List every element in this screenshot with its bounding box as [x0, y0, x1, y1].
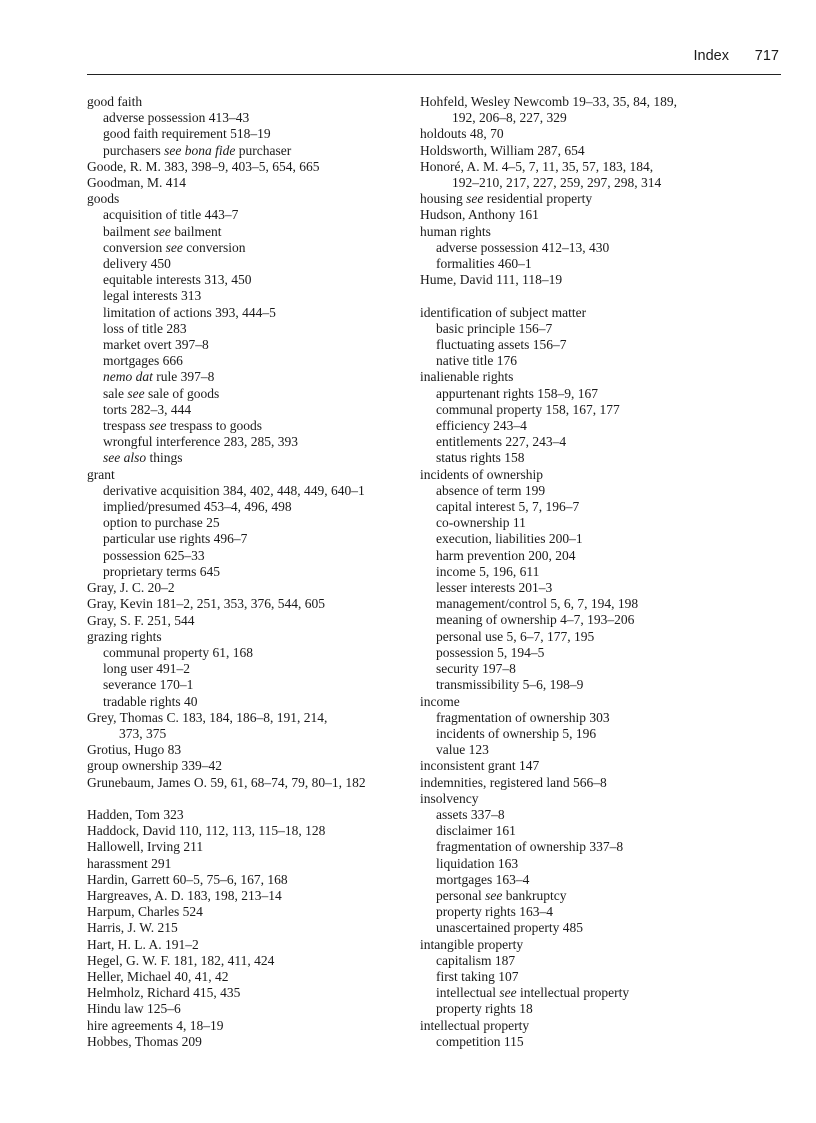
entry-text: trespass — [103, 418, 150, 434]
entry-text: Haddock, David 110, 112, 113, 115–18, 128 — [87, 823, 326, 839]
entry-text: indemnities, registered land 566–8 — [420, 774, 607, 790]
index-column-right — [420, 94, 740, 1050]
italic-text: see also — [103, 450, 147, 466]
index-subentry — [420, 953, 740, 969]
index-subentry — [420, 1001, 740, 1017]
entry-text: Hadden, Tom 323 — [87, 806, 184, 822]
index-subentry — [420, 353, 740, 369]
entry-text: execution, liabilities 200–1 — [436, 531, 583, 547]
entry-text: long user 491–2 — [103, 661, 190, 677]
index-subentry — [420, 904, 740, 920]
entry-text: first taking 107 — [436, 968, 519, 984]
index-subentry — [87, 272, 407, 288]
index-subentry — [87, 207, 407, 223]
entry-text: 373, 375 — [119, 725, 167, 741]
index-heading — [87, 888, 407, 904]
index-subentry — [87, 256, 407, 272]
entry-text: Goode, R. M. 383, 398–9, 403–5, 654, 665 — [87, 158, 320, 174]
entry-text: Hohfeld, Wesley Newcomb 19–33, 35, 84, 189, — [420, 94, 678, 109]
index-subentry — [87, 515, 407, 531]
entry-text: good faith — [87, 94, 143, 109]
entry-text: basic principle 156–7 — [436, 320, 553, 336]
index-heading — [87, 823, 407, 839]
entry-text: personal — [436, 887, 486, 903]
entry-text: absence of term 199 — [436, 482, 546, 498]
index-heading — [420, 191, 740, 207]
entry-text: value 123 — [436, 742, 489, 758]
entry-text: human rights — [420, 223, 491, 239]
entry-text: harassment 291 — [87, 855, 172, 871]
index-heading — [420, 937, 740, 953]
entry-text: mortgages 666 — [103, 353, 183, 369]
index-heading — [87, 742, 407, 758]
index-heading — [87, 937, 407, 953]
header-section-title: Index — [693, 48, 729, 64]
entry-text: Hume, David 111, 118–19 — [420, 272, 563, 288]
index-subentry — [420, 515, 740, 531]
entry-text: goods — [87, 191, 120, 207]
index-column-left — [87, 94, 407, 1050]
entry-text: implied/presumed 453–4, 496, 498 — [103, 499, 292, 515]
index-subentry — [420, 823, 740, 839]
entry-text: good faith requirement 518–19 — [103, 126, 271, 142]
index-heading — [420, 791, 740, 807]
entry-text: option to purchase 25 — [103, 515, 220, 531]
index-heading — [420, 305, 740, 321]
index-heading — [87, 613, 407, 629]
entry-text: capital interest 5, 7, 196–7 — [436, 499, 580, 515]
entry-text: Hardin, Garrett 60–5, 75–6, 167, 168 — [87, 871, 288, 887]
entry-text: Goodman, M. 414 — [87, 175, 186, 191]
index-continuation — [420, 110, 740, 126]
entry-text: trespass to goods — [166, 418, 262, 434]
entry-text: Honoré, A. M. 4–5, 7, 11, 35, 57, 183, 184, — [420, 158, 654, 174]
index-subentry — [87, 321, 407, 337]
index-subentry — [420, 677, 740, 693]
index-heading — [87, 953, 407, 969]
index-heading — [87, 159, 407, 175]
index-heading — [420, 126, 740, 142]
index-subentry — [420, 888, 740, 904]
italic-text: see — [499, 985, 517, 1001]
index-subentry — [87, 418, 407, 434]
entry-text: adverse possession 412–13, 430 — [436, 239, 610, 255]
entry-text: housing — [420, 191, 467, 207]
entry-text: co-ownership 11 — [436, 515, 526, 531]
index-subentry — [420, 580, 740, 596]
index-heading — [420, 143, 740, 159]
index-subentry — [420, 985, 740, 1001]
index-subentry — [420, 872, 740, 888]
entry-text: purchasers — [103, 142, 165, 158]
index-subentry — [420, 645, 740, 661]
entry-text: Hegel, G. W. F. 181, 182, 411, 424 — [87, 952, 275, 968]
entry-text: holdouts 48, 70 — [420, 126, 504, 142]
entry-text: intellectual property — [420, 1017, 530, 1033]
entry-text: loss of title 283 — [103, 320, 187, 336]
index-subentry — [87, 564, 407, 580]
index-subentry — [87, 531, 407, 547]
entry-text: Grotius, Hugo 83 — [87, 742, 182, 758]
entry-text: equitable interests 313, 450 — [103, 272, 252, 288]
entry-text: assets 337–8 — [436, 806, 505, 822]
entry-text: communal property 61, 168 — [103, 644, 253, 660]
entry-text: group ownership 339–42 — [87, 758, 222, 774]
index-heading — [420, 369, 740, 385]
index-subentry — [420, 418, 740, 434]
italic-text: see — [165, 239, 183, 255]
index-subentry — [87, 694, 407, 710]
entry-text: Grey, Thomas C. 183, 184, 186–8, 191, 214, — [87, 709, 328, 725]
entry-text: transmissibility 5–6, 198–9 — [436, 677, 584, 693]
index-heading — [420, 758, 740, 774]
entry-text: Helmholz, Richard 415, 435 — [87, 985, 241, 1001]
index-subentry — [87, 661, 407, 677]
index-heading — [87, 985, 407, 1001]
entry-text: inalienable rights — [420, 369, 514, 385]
index-heading — [87, 920, 407, 936]
entry-text: unascertained property 485 — [436, 920, 583, 936]
italic-text: see — [485, 887, 503, 903]
entry-text: Hudson, Anthony 161 — [420, 207, 539, 223]
italic-text: nemo dat — [103, 369, 153, 385]
entry-text: grazing rights — [87, 628, 162, 644]
entry-text: wrongful interference 283, 285, 393 — [103, 434, 298, 450]
index-heading — [87, 969, 407, 985]
entry-text: Harpum, Charles 524 — [87, 904, 203, 920]
entry-text: Gray, J. C. 20–2 — [87, 580, 175, 596]
entry-text: security 197–8 — [436, 661, 516, 677]
italic-text: see bona fide — [164, 142, 236, 158]
entry-text: incidents of ownership 5, 196 — [436, 725, 597, 741]
index-subentry — [87, 224, 407, 240]
section-gap — [420, 288, 740, 304]
index-heading — [87, 629, 407, 645]
entry-text: entitlements 227, 243–4 — [436, 434, 567, 450]
index-heading — [420, 467, 740, 483]
index-heading — [87, 1018, 407, 1034]
index-subentry — [87, 337, 407, 353]
index-heading — [87, 596, 407, 612]
entry-text: derivative acquisition 384, 402, 448, 449, 640–1 — [103, 482, 365, 498]
entry-text: native title 176 — [436, 353, 517, 369]
entry-text: Hargreaves, A. D. 183, 198, 213–14 — [87, 887, 282, 903]
index-heading — [87, 839, 407, 855]
index-heading — [87, 775, 407, 791]
entry-text: Heller, Michael 40, 41, 42 — [87, 968, 229, 984]
index-subentry — [420, 450, 740, 466]
entry-text: capitalism 187 — [436, 952, 516, 968]
entry-text: things — [146, 450, 183, 466]
entry-text: intangible property — [420, 936, 524, 952]
index-subentry — [420, 256, 740, 272]
entry-text: purchaser — [235, 142, 292, 158]
entry-text: 192–210, 217, 227, 259, 297, 298, 314 — [452, 175, 662, 191]
index-heading — [420, 224, 740, 240]
index-heading — [87, 904, 407, 920]
index-subentry — [87, 369, 407, 385]
index-subentry — [420, 726, 740, 742]
index-subentry — [420, 629, 740, 645]
entry-text: limitation of actions 393, 444–5 — [103, 304, 276, 320]
index-subentry — [87, 548, 407, 564]
index-subentry — [420, 531, 740, 547]
italic-text: see — [466, 191, 484, 207]
entry-text: inconsistent grant 147 — [420, 758, 540, 774]
entry-text: property rights 18 — [436, 1001, 533, 1017]
index-subentry — [87, 288, 407, 304]
entry-text: efficiency 243–4 — [436, 418, 527, 434]
entry-text: particular use rights 496–7 — [103, 531, 248, 547]
entry-text: Hobbes, Thomas 209 — [87, 1033, 202, 1049]
entry-text: personal use 5, 6–7, 177, 195 — [436, 628, 595, 644]
italic-text: see — [149, 418, 167, 434]
index-subentry — [420, 1034, 740, 1050]
entry-text: possession 5, 194–5 — [436, 644, 545, 660]
entry-text: harm prevention 200, 204 — [436, 547, 576, 563]
entry-text: torts 282–3, 444 — [103, 401, 192, 417]
entry-text: severance 170–1 — [103, 677, 194, 693]
entry-text: appurtenant rights 158–9, 167 — [436, 385, 598, 401]
entry-text: income 5, 196, 611 — [436, 563, 540, 579]
index-subentry — [87, 450, 407, 466]
index-heading — [87, 758, 407, 774]
index-heading — [87, 872, 407, 888]
index-heading — [87, 175, 407, 191]
index-subentry — [420, 839, 740, 855]
index-subentry — [420, 434, 740, 450]
index-subentry — [420, 337, 740, 353]
index-subentry — [87, 143, 407, 159]
page-number: 717 — [754, 48, 779, 64]
index-subentry — [420, 386, 740, 402]
index-subentry — [420, 710, 740, 726]
entry-text: 192, 206–8, 227, 329 — [452, 110, 567, 126]
entry-text: market overt 397–8 — [103, 337, 209, 353]
index-subentry — [420, 807, 740, 823]
entry-text: sale — [103, 385, 128, 401]
entry-text: intellectual property — [516, 985, 630, 1001]
index-heading — [420, 694, 740, 710]
entry-text: Hindu law 125–6 — [87, 1001, 181, 1017]
index-subentry — [87, 240, 407, 256]
index-subentry — [420, 564, 740, 580]
entry-text: intellectual — [436, 985, 500, 1001]
entry-text: grant — [87, 466, 115, 482]
entry-text: tradable rights 40 — [103, 693, 198, 709]
entry-text: possession 625–33 — [103, 547, 205, 563]
italic-text: see — [153, 223, 171, 239]
index-subentry — [87, 386, 407, 402]
entry-text: meaning of ownership 4–7, 193–206 — [436, 612, 635, 628]
entry-text: Grunebaum, James O. 59, 61, 68–74, 79, 80–1, 182 — [87, 774, 366, 790]
index-subentry — [420, 240, 740, 256]
entry-text: lesser interests 201–3 — [436, 580, 553, 596]
entry-text: Holdsworth, William 287, 654 — [420, 142, 585, 158]
index-heading — [87, 94, 407, 110]
entry-text: liquidation 163 — [436, 855, 519, 871]
index-subentry — [87, 434, 407, 450]
index-heading — [420, 775, 740, 791]
index-subentry — [420, 856, 740, 872]
index-heading — [420, 1018, 740, 1034]
index-heading — [87, 1034, 407, 1050]
entry-text: identification of subject matter — [420, 304, 587, 320]
index-subentry — [420, 596, 740, 612]
index-heading — [420, 272, 740, 288]
entry-text: sale of goods — [144, 385, 220, 401]
index-subentry — [420, 321, 740, 337]
index-subentry — [87, 483, 407, 499]
index-subentry — [420, 548, 740, 564]
entry-text: bankruptcy — [502, 887, 567, 903]
index-subentry — [87, 402, 407, 418]
entry-text: bailment — [170, 223, 222, 239]
entry-text: hire agreements 4, 18–19 — [87, 1017, 224, 1033]
index-heading — [420, 94, 740, 110]
entry-text: rule 397–8 — [152, 369, 215, 385]
entry-text: communal property 158, 167, 177 — [436, 401, 620, 417]
index-subentry — [420, 483, 740, 499]
index-subentry — [87, 645, 407, 661]
entry-text: conversion — [182, 239, 246, 255]
entry-text: residential property — [483, 191, 593, 207]
entry-text: acquisition of title 443–7 — [103, 207, 239, 223]
index-heading — [87, 191, 407, 207]
entry-text: bailment — [103, 223, 154, 239]
index-subentry — [87, 499, 407, 515]
entry-text: Harris, J. W. 215 — [87, 920, 178, 936]
index-heading — [87, 807, 407, 823]
index-subentry — [420, 661, 740, 677]
entry-text: formalities 460–1 — [436, 256, 532, 272]
index-subentry — [87, 353, 407, 369]
entry-text: Hart, H. L. A. 191–2 — [87, 936, 199, 952]
running-header — [87, 46, 781, 75]
entry-text: legal interests 313 — [103, 288, 202, 304]
entry-text: income — [420, 693, 460, 709]
entry-text: delivery 450 — [103, 256, 171, 272]
entry-text: Hallowell, Irving 211 — [87, 839, 204, 855]
index-subentry — [420, 612, 740, 628]
entry-text: insolvency — [420, 790, 479, 806]
index-heading — [420, 207, 740, 223]
entry-text: management/control 5, 6, 7, 194, 198 — [436, 596, 639, 612]
entry-text: competition 115 — [436, 1033, 524, 1049]
index-continuation — [420, 175, 740, 191]
index-subentry — [420, 402, 740, 418]
entry-text: fragmentation of ownership 337–8 — [436, 839, 624, 855]
entry-text: status rights 158 — [436, 450, 525, 466]
entry-text: fluctuating assets 156–7 — [436, 337, 567, 353]
italic-text: see — [127, 385, 145, 401]
index-subentry — [87, 305, 407, 321]
entry-text: conversion — [103, 239, 166, 255]
index-subentry — [87, 677, 407, 693]
entry-text: incidents of ownership — [420, 466, 543, 482]
index-heading — [87, 1001, 407, 1017]
index-continuation — [87, 726, 407, 742]
index-subentry — [87, 110, 407, 126]
index-subentry — [420, 969, 740, 985]
entry-text: fragmentation of ownership 303 — [436, 709, 610, 725]
index-heading — [87, 467, 407, 483]
index-heading — [420, 159, 740, 175]
index-heading — [87, 856, 407, 872]
index-subentry — [87, 126, 407, 142]
entry-text: Gray, S. F. 251, 544 — [87, 612, 195, 628]
entry-text: mortgages 163–4 — [436, 871, 530, 887]
index-heading — [87, 710, 407, 726]
entry-text: disclaimer 161 — [436, 823, 516, 839]
index-subentry — [420, 499, 740, 515]
entry-text: adverse possession 413–43 — [103, 110, 250, 126]
index-heading — [87, 580, 407, 596]
index-subentry — [420, 920, 740, 936]
entry-text: Gray, Kevin 181–2, 251, 353, 376, 544, 605 — [87, 596, 325, 612]
index-subentry — [420, 742, 740, 758]
section-gap — [87, 791, 407, 807]
entry-text: proprietary terms 645 — [103, 563, 220, 579]
entry-text: property rights 163–4 — [436, 904, 553, 920]
